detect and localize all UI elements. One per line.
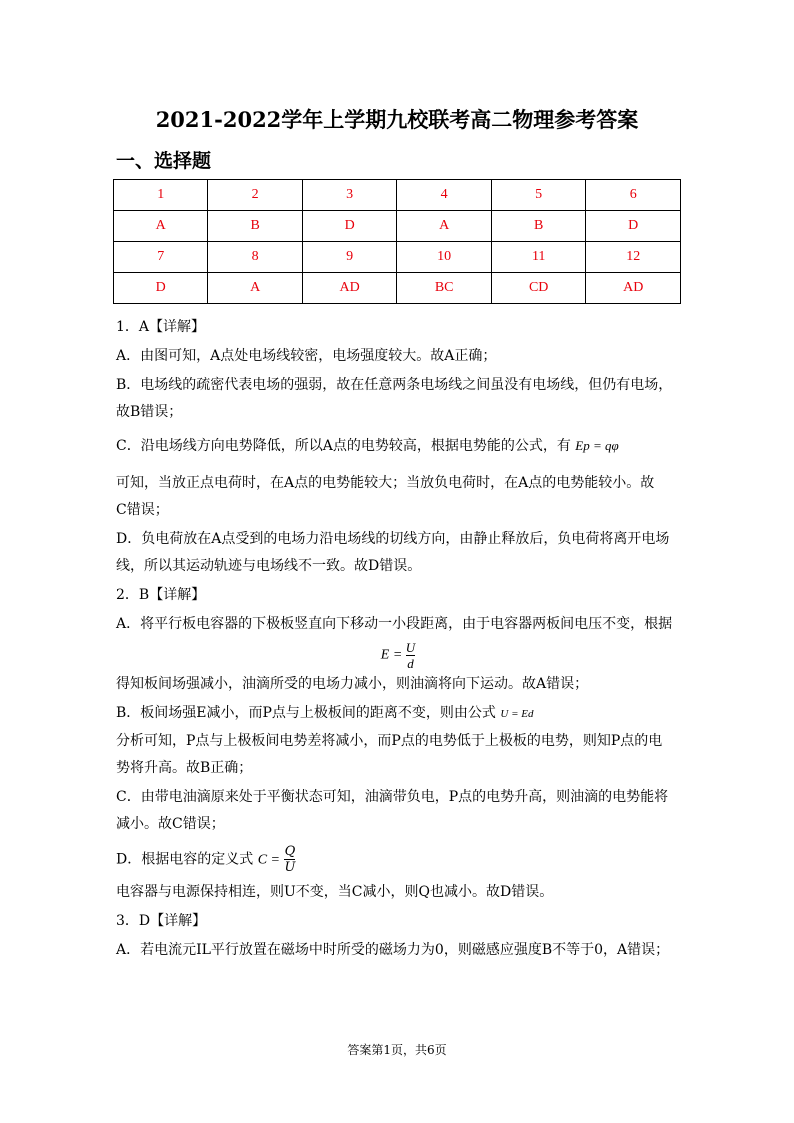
q2-option-b-line2: 分析可知，P点与上极板间电势差将减小，而P点的电势低于上极板的电势，则知P点的电 bbox=[116, 733, 663, 749]
q2-formula-c-fraction bbox=[284, 844, 295, 875]
answer-table bbox=[113, 179, 681, 304]
q1-option-a: A．由图可知，A点处电场线较密，电场强度较大。故A正确； bbox=[116, 348, 497, 364]
table-row bbox=[114, 273, 681, 304]
table-cell: CD bbox=[491, 273, 586, 304]
q2-formula-u: U = Ed bbox=[500, 708, 534, 720]
table-row bbox=[114, 211, 681, 242]
table-cell: 5 bbox=[491, 180, 586, 211]
section-title: 一、选择题 bbox=[116, 150, 212, 172]
table-cell: 7 bbox=[114, 242, 208, 273]
table-cell: 8 bbox=[208, 242, 302, 273]
q2-formula-c-den: U bbox=[284, 860, 296, 875]
q2-option-b-line1 bbox=[116, 700, 680, 728]
table-cell: B bbox=[208, 211, 302, 242]
q1-option-c-text: C．沿电场线方向电势降低，所以A点的电势较高，根据电势能的公式，有 bbox=[116, 438, 571, 454]
q2-option-b-text: B．板间场强E减小，而P点与上极板间的距离不变，则由公式 bbox=[116, 705, 496, 721]
table-cell: 1 bbox=[114, 180, 208, 211]
table-cell: A bbox=[114, 211, 208, 242]
q2-formula-c-lhs: C = bbox=[257, 852, 280, 868]
q3-heading: 3．D【详解】 bbox=[116, 913, 207, 929]
table-cell: 2 bbox=[208, 180, 302, 211]
q1-heading: 1．A【详解】 bbox=[116, 319, 206, 335]
table-cell: A bbox=[208, 273, 302, 304]
table-cell: BC bbox=[397, 273, 492, 304]
q1-option-b-line2: 故B错误； bbox=[116, 404, 183, 420]
q2-formula-e-num: U bbox=[405, 640, 416, 655]
solution-body bbox=[116, 314, 680, 964]
q2-formula-e bbox=[116, 640, 680, 671]
q2-formula-e-den: d bbox=[407, 656, 414, 671]
table-cell: D bbox=[302, 211, 397, 242]
q2-option-d-text: D．根据电容的定义式 bbox=[116, 851, 254, 868]
table-cell: 9 bbox=[302, 242, 397, 273]
q2-option-b-line3: 势将升高。故B正确； bbox=[116, 760, 253, 776]
page-title: 2021-2022学年上学期九校联考高二物理参考答案 bbox=[155, 107, 639, 132]
page-footer: 答案第1页，共6页 bbox=[347, 1043, 447, 1057]
table-cell: 4 bbox=[397, 180, 492, 211]
table-cell: D bbox=[114, 273, 208, 304]
table-cell: AD bbox=[302, 273, 397, 304]
q1-option-b-line1: B．电场线的疏密代表电场的强弱，故在任意两条电场线之间虽没有电场线，但仍有电场， bbox=[116, 377, 673, 393]
table-row bbox=[114, 180, 681, 211]
table-cell: 12 bbox=[586, 242, 681, 273]
q3-option-a: A．若电流元IL平行放置在磁场中时所受的磁场力为0，则磁感应强度B不等于0，A错误； bbox=[116, 942, 670, 958]
q1-option-d-line1: D．负电荷放在A点受到的电场力沿电场线的切线方向，由静止释放后，负电荷将离开电场 bbox=[116, 531, 670, 547]
table-cell: A bbox=[397, 211, 492, 242]
table-cell: D bbox=[586, 211, 681, 242]
table-cell: B bbox=[491, 211, 586, 242]
q1-formula: Ep = qφ bbox=[575, 438, 619, 453]
table-row bbox=[114, 242, 681, 273]
q1-option-c-line1 bbox=[116, 432, 680, 460]
q2-formula-e-fraction bbox=[406, 640, 415, 671]
q2-heading: 2．B【详解】 bbox=[116, 587, 206, 603]
table-cell: 11 bbox=[491, 242, 586, 273]
q2-option-d-line2: 电容器与电源保持相连，则U不变，当C减小，则Q也减小。故D错误。 bbox=[116, 884, 554, 900]
table-cell: 10 bbox=[397, 242, 492, 273]
q2-option-a-line2: 得知板间场强减小，油滴所受的电场力减小，则油滴将向下运动。故A错误； bbox=[116, 676, 589, 692]
table-cell: AD bbox=[586, 273, 681, 304]
q1-option-c-line3: C错误； bbox=[116, 502, 169, 518]
q2-formula-e-lhs: E = bbox=[380, 647, 403, 663]
q2-option-c-line2: 减小。故C错误； bbox=[116, 816, 225, 832]
q1-option-c-line2: 可知，当放正点电荷时，在A点的电势能较大；当放负电荷时，在A点的电势能较小。故 bbox=[116, 475, 655, 491]
table-cell: 6 bbox=[586, 180, 681, 211]
q2-option-c-line1: C．由带电油滴原来处于平衡状态可知，油滴带负电，P点的电势升高，则油滴的电势能将 bbox=[116, 789, 669, 805]
q2-formula-c-num: Q bbox=[284, 844, 296, 859]
q1-option-d-line2: 线，所以其运动轨迹与电场线不一致。故D错误。 bbox=[116, 558, 422, 574]
q2-option-d-line1 bbox=[116, 844, 680, 875]
table-cell: 3 bbox=[302, 180, 397, 211]
q2-option-a-line1: A．将平行板电容器的下极板竖直向下移动一小段距离，由于电容器两板间电压不变，根据 bbox=[116, 616, 673, 632]
